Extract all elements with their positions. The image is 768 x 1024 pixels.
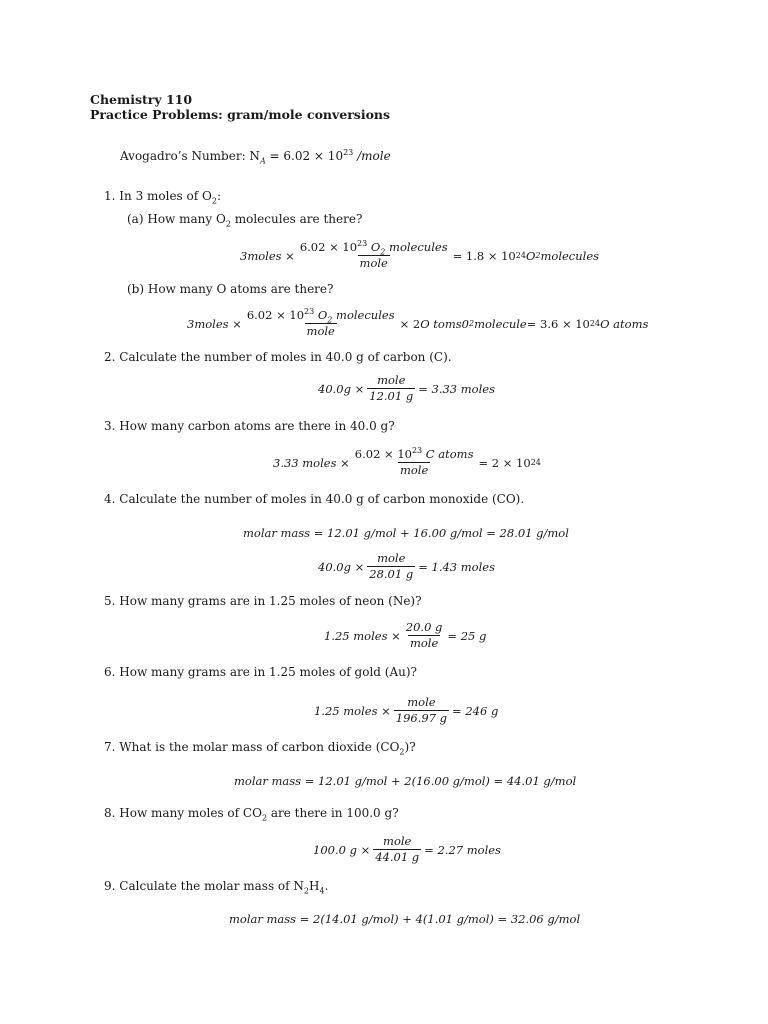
fraction: $\frac{\text{mole}}{196.97 g}$	[395, 695, 448, 725]
molar-mass-4: molar mass = 12.01 g/mol + 16.00 g/mol = 28.01 g/mol	[243, 526, 569, 540]
fraction: $\frac{\text{mole}}{28.01 g}$	[369, 551, 414, 581]
question-9: 9. Calculate the molar mass of $N_2H_4$.	[104, 879, 329, 896]
equation-5: 1.25 moles × $\frac{20.0 g}{\text{mole}}$ = 25 g	[324, 620, 487, 650]
question-6: 6. How many grams are in 1.25 moles of gold (Au)?	[104, 665, 417, 679]
question-2: 2. Calculate the number of moles in 40.0 g of carbon (C).	[104, 350, 452, 364]
molar-mass-9: molar mass = 2(14.01 g/mol) + 4(1.01 g/mol) = 32.06 g/mol	[229, 912, 581, 926]
avogadro-line: Avogadro’s Number: $N_A = 6.02 \times 10^{23}$ /mole	[120, 148, 391, 166]
equation-6: 1.25 moles × $\frac{\text{mole}}{196.97 g}$ = 246 g	[314, 695, 499, 725]
fraction: $\frac{6.02 \times 10^{23} O_2 molecules}{\text{mole}}$	[246, 307, 395, 338]
molar-mass-7: molar mass = 12.01 g/mol + 2(16.00 g/mol) = 44.01 g/mol	[234, 774, 577, 788]
fraction: $\frac{\text{mole}}{44.01 g}$	[375, 834, 420, 864]
equation-4: 40.0g × $\frac{\text{mole}}{28.01 g}$ = 1.43 moles	[318, 551, 495, 581]
question-1b: (b) How many O atoms are there?	[127, 282, 334, 296]
question-7: 7. What is the molar mass of carbon dioxide $(CO_2)$?	[104, 740, 416, 757]
question-4: 4. Calculate the number of moles in 40.0 g of carbon monoxide (CO).	[104, 492, 525, 506]
question-8: 8. How many moles of $CO_2$ are there in 100.0 g?	[104, 806, 399, 823]
equation-1b: 3moles × $\frac{6.02 \times 10^{23} O_2 molecules}{\text{mole}}$ × 2 O toms0 2 molecule = 3.6 × 10 24 O atoms	[187, 307, 649, 338]
question-3: 3. How many carbon atoms are there in 40.0 g?	[104, 419, 395, 433]
fraction: $\frac{\text{mole}}{12.01 g}$	[369, 373, 414, 403]
equation-3: 3.33 moles × $\frac{6.02 \times 10^{23} C atoms}{\text{mole}}$ = 2 × 10 24	[273, 446, 541, 477]
equation-2: 40.0g × $\frac{\text{mole}}{12.01 g}$ = 3.33 moles	[318, 373, 495, 403]
fraction: $\frac{20.0 g}{\text{mole}}$	[405, 620, 443, 650]
question-1: 1. In 3 moles of $O_2$:	[104, 189, 221, 206]
equation-1a: 3moles × $\frac{6.02 \times 10^{23} O_2 molecules}{\text{mole}}$ = 1.8 × 10 24 O 2 molecules	[240, 239, 600, 270]
equation-8: 100.0 g × $\frac{\text{mole}}{44.01 g}$ = 2.27 moles	[313, 834, 501, 864]
page-subtitle: Practice Problems: gram/mole conversions	[90, 107, 391, 122]
fraction: $\frac{6.02 \times 10^{23} C atoms}{\text{mole}}$	[354, 446, 474, 477]
course-title: Chemistry 110	[90, 92, 193, 107]
fraction: $\frac{6.02 \times 10^{23} O_2 molecules}{\text{mole}}$	[299, 239, 448, 270]
question-5: 5. How many grams are in 1.25 moles of neon (Ne)?	[104, 594, 422, 608]
question-1a: (a) How many $O_2$ molecules are there?	[127, 212, 363, 229]
